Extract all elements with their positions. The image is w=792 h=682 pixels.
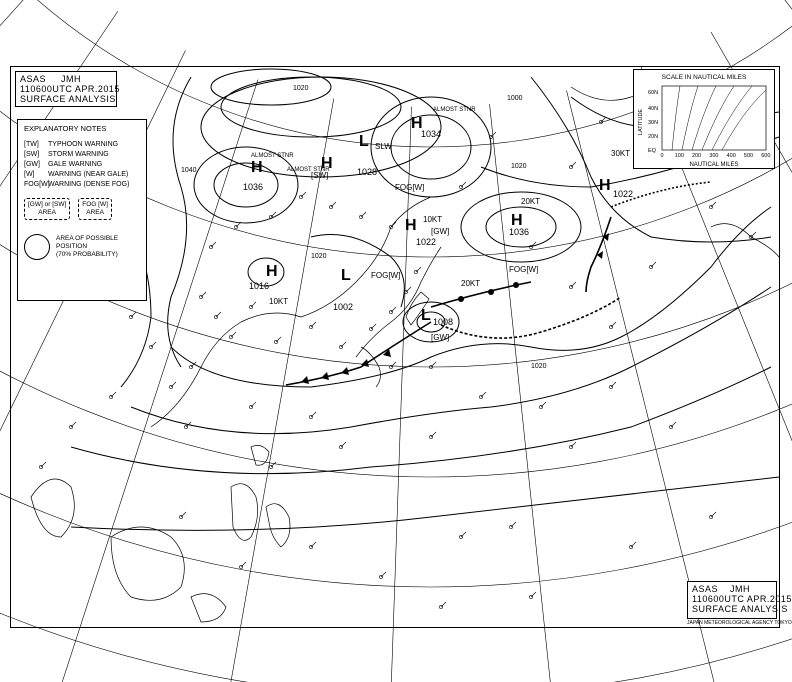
- wind-speed-label: 30KT: [611, 149, 631, 158]
- wind-speed-label: 20KT: [521, 197, 541, 206]
- legend-code: [W]: [24, 171, 35, 178]
- low-pressure-center: L: [341, 267, 351, 284]
- high-pressure-value: 1022: [416, 237, 437, 247]
- legend-code: [GW]: [24, 161, 40, 168]
- fog-warning-label: FOG[W]: [509, 265, 539, 274]
- footer-agency-code: ASAS: [692, 584, 719, 594]
- gale-warning-label: [GW]: [431, 227, 450, 236]
- explanatory-notes: [17, 119, 147, 301]
- legend-label: WARNING (DENSE FOG): [48, 181, 130, 188]
- high-pressure-value: 1036: [509, 227, 530, 237]
- legend-code: [SW]: [24, 151, 40, 158]
- area-word: AREA: [38, 209, 56, 216]
- area-samples: [24, 198, 140, 220]
- scale-x-tick: 300: [709, 153, 719, 159]
- low-pressure-value: 1002: [333, 302, 354, 312]
- slw-label: SLW: [375, 142, 392, 151]
- probability-circle-icon: [24, 234, 50, 260]
- high-pressure-center: H: [599, 177, 611, 194]
- chart-title-box: [15, 71, 120, 107]
- high-pressure-value: 1028: [357, 167, 378, 177]
- gale-warning-label: [GW]: [431, 333, 450, 342]
- title-agency-code: ASAS: [20, 74, 47, 84]
- title-agency: JMH: [61, 74, 82, 84]
- high-pressure-value: 1034: [421, 129, 442, 139]
- scale-lat-tick: 60N: [648, 90, 659, 96]
- probability-legend: [24, 234, 140, 260]
- prob-line3: (70% PROBABILITY): [56, 251, 118, 258]
- fog-area-sample: [78, 198, 112, 220]
- low-pressure-center: L: [359, 133, 369, 150]
- footer-datetime: 110600UTC APR.2015: [692, 594, 792, 604]
- scale-x-tick: 0: [660, 153, 664, 159]
- stationary-label: ALMOST STNR: [287, 167, 330, 173]
- scale-lat-tick: 30N: [648, 120, 659, 126]
- fog-warning-label: FOG[W]: [395, 183, 425, 192]
- scale-lat-tick: EQ: [648, 148, 656, 154]
- fog-warning-label: FOG[W]: [371, 271, 401, 280]
- gale-area-sample: [24, 198, 70, 220]
- weather-map: [10, 66, 792, 628]
- scale-lat-tick: 20N: [648, 134, 659, 140]
- isobar-label: 1040: [181, 167, 197, 174]
- footer-title-box: [687, 581, 792, 619]
- legend-label: TYPHOON WARNING: [48, 141, 119, 148]
- scale-lat-tick: 40N: [648, 106, 659, 112]
- legend-item: [24, 171, 140, 178]
- legend-item: [24, 181, 140, 188]
- scale-x-tick: 400: [726, 153, 736, 159]
- scale-xlabel: NAUTICAL MILES: [689, 162, 739, 168]
- agency-credit: JAPAN METEOROLOGICAL AGENCY TOKYO: [687, 620, 792, 626]
- footer-analysis: SURFACE ANALYSIS: [692, 604, 788, 614]
- high-pressure-center: H: [266, 263, 278, 280]
- legend-label: GALE WARNING: [48, 161, 103, 168]
- legend-code: [TW]: [24, 141, 39, 148]
- legend-item: [24, 141, 140, 148]
- footer-agency: JMH: [730, 584, 751, 594]
- legend-label: WARNING (NEAR GALE): [48, 171, 129, 178]
- isobar-label: 1000: [507, 95, 523, 102]
- scale-x-tick: 200: [692, 153, 702, 159]
- isobar-label: 1020: [511, 163, 527, 170]
- storm-warning-label: [SW]: [311, 171, 329, 180]
- scale-title: SCALE IN NAUTICAL MILES: [661, 74, 747, 81]
- legend-item: [24, 151, 140, 158]
- title-analysis: SURFACE ANALYSIS: [20, 94, 116, 104]
- wind-speed-label: 10KT: [269, 297, 289, 306]
- prob-line2: POSITION: [56, 243, 88, 250]
- area-word: AREA: [86, 209, 104, 216]
- legend-code: FOG[W]: [24, 181, 50, 188]
- legend-item: [24, 161, 140, 168]
- low-pressure-center: L: [421, 307, 431, 324]
- high-pressure-center: H: [405, 217, 417, 234]
- high-pressure-value: 1036: [243, 182, 264, 192]
- isobar-label: 1020: [531, 363, 547, 370]
- high-pressure-value: 1016: [249, 281, 270, 291]
- high-pressure-center: H: [411, 115, 423, 132]
- high-pressure-center: H: [321, 155, 333, 172]
- stationary-label: ALMOST STNR: [251, 153, 294, 159]
- isobar-label: 1020: [311, 253, 327, 260]
- wind-speed-label: 20KT: [461, 279, 481, 288]
- scale-diagram: [634, 70, 774, 168]
- scale-x-tick: 100: [674, 153, 684, 159]
- scale-ylabel: LATITUDE: [638, 108, 644, 136]
- title-datetime: 110600UTC APR.2015: [20, 84, 120, 94]
- legend-label: STORM WARNING: [48, 151, 109, 158]
- high-pressure-center: H: [251, 159, 263, 176]
- legend-title: EXPLANATORY NOTES: [24, 124, 107, 133]
- area-gw-label: [GW] or [SW]: [28, 201, 67, 208]
- scale-x-tick: 600: [761, 153, 771, 159]
- stationary-label: ALMOST STNR: [433, 107, 476, 113]
- wind-speed-label: 10KT: [423, 215, 443, 224]
- scale-curves: [672, 86, 766, 150]
- isobar-label: 1020: [293, 85, 309, 92]
- high-pressure-center: H: [511, 212, 523, 229]
- high-pressure-value: 1022: [613, 189, 634, 199]
- nautical-mile-scale: [633, 69, 775, 169]
- low-pressure-value: 1008: [433, 317, 454, 327]
- prob-line1: AREA OF POSSIBLE: [56, 235, 119, 242]
- scale-x-tick: 500: [743, 153, 754, 159]
- area-fog-label: FOG [W]: [82, 201, 108, 208]
